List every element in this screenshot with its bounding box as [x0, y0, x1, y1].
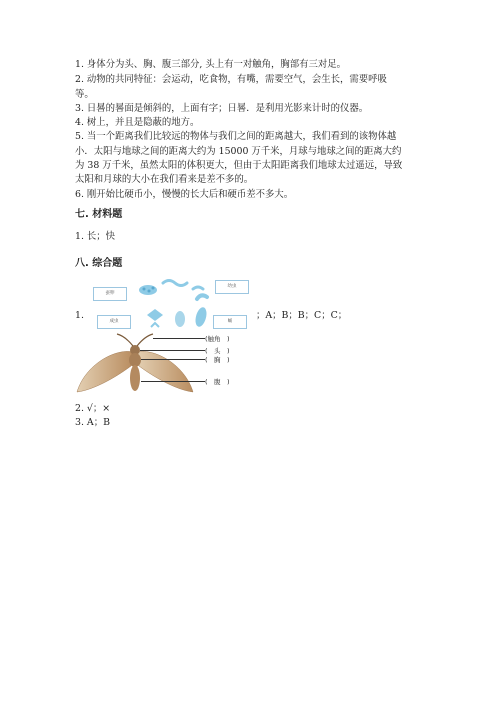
answer-line: 太阳和月球的大小在我们看来是差不多的。 — [75, 174, 254, 185]
label-head: ( 头 ) — [205, 347, 230, 355]
lifecycle-box-adult: 成虫 — [97, 315, 131, 329]
answer-line: 3. 日晷的晷面是倾斜的，上面有字；日晷．是利用光影来计时的仪器。 — [75, 103, 369, 114]
answer-line: 为 38 万千米，虽然太阳的体积更大，但由于太阳距离我们地球太过遥远，导致 — [75, 160, 403, 171]
antenna-icon — [117, 334, 133, 346]
answer-line: 等。 — [75, 89, 94, 100]
left-wing-icon — [77, 351, 133, 392]
question1-answer: ；A；B；B；C；C； — [256, 310, 348, 321]
larva-icon — [163, 281, 187, 286]
pointer-line — [153, 338, 205, 339]
lifecycle-box-larva: 幼虫 — [215, 280, 249, 294]
section-heading-8: 八. 综合题 — [75, 258, 123, 269]
silkworm-icon — [197, 295, 207, 299]
right-wing-icon — [137, 351, 193, 392]
answer-line: 1. 身体分为头、胸、腹三部分, 头上有一对触角，胸部有三对足。 — [75, 59, 347, 70]
question2-answer: 2. √；× — [75, 403, 111, 414]
pointer-line — [140, 350, 205, 351]
answer-line: 6. 刚开始比硬币小，慢慢的长大后和硬币差不多大。 — [75, 189, 294, 200]
answer-line: 5. 当一个距离我们比较远的物体与我们之间的距离越大，我们看到的该物体越 — [75, 131, 397, 142]
question3-answer: 3. A；B — [75, 417, 110, 428]
section-heading-7: 七. 材料题 — [75, 209, 123, 220]
cocoon-icon — [194, 306, 209, 328]
pointer-line — [141, 381, 205, 382]
section7-answer: 1. 长；快 — [75, 231, 116, 242]
moth-icon — [147, 309, 163, 321]
lifecycle-illustration — [85, 275, 260, 333]
pupa-icon — [175, 311, 185, 327]
answer-line: 4. 树上，并且是隐蔽的地方。 — [75, 117, 200, 128]
lifecycle-box-egg: 蚕卵 — [93, 287, 127, 301]
label-antenna: (触角 ) — [205, 335, 230, 343]
question-number: 1. — [75, 310, 84, 321]
label-thorax: ( 胸 ) — [205, 356, 230, 364]
pointer-line — [141, 359, 205, 360]
answer-line: 小．太阳与地球之间的距离大约为 15000 万千米，月球与地球之间的距离大约 — [75, 146, 402, 157]
answer-line: 2. 动物的共同特征：会运动，吃食物，有嘴，需要空气，会生长，需要呼吸 — [75, 74, 387, 85]
moth-illustration — [75, 330, 195, 402]
moth-abdomen-icon — [130, 365, 140, 391]
lifecycle-box-cocoon: 蛹 — [213, 315, 247, 329]
label-abdomen: ( 腹 ) — [205, 378, 230, 386]
moth-thorax-icon — [129, 353, 141, 367]
moth-diagram — [75, 330, 245, 402]
silkworm-lifecycle-diagram — [85, 275, 260, 333]
